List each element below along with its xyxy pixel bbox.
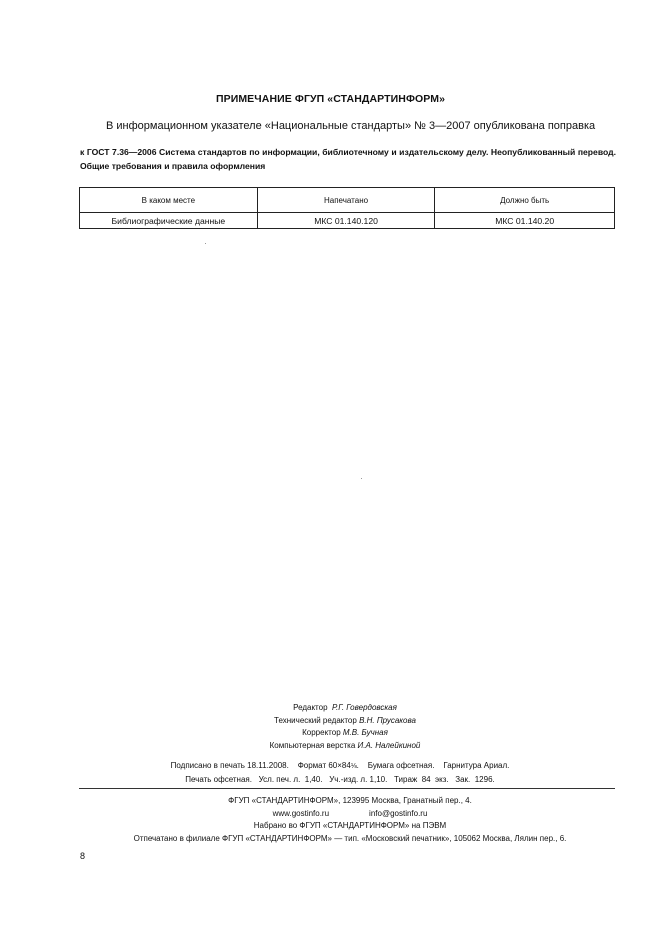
credit-editor: Редактор Р.Г. Говердовская bbox=[293, 703, 397, 712]
publication-info bbox=[120, 760, 560, 786]
footer-divider bbox=[79, 788, 615, 789]
imprint-email: info@gostinfo.ru bbox=[369, 808, 428, 818]
credit-tech-editor: Технический редактор В.Н. Прусакова bbox=[274, 715, 416, 725]
imprint-typeset: Набрано во ФГУП «СТАНДАРТИНФОРМ» на ПЭВМ bbox=[253, 821, 447, 830]
table-row bbox=[80, 213, 615, 229]
scan-speck bbox=[205, 243, 206, 244]
imprint-website: www.gostinfo.ru bbox=[272, 808, 330, 818]
publication-line-1: Подписано в печать 18.11.2008. Формат 60×84⅛. Бумага офсетная. Гарнитура Ариал. bbox=[170, 761, 510, 770]
table-header-cell: В каком месте bbox=[80, 188, 258, 213]
imprint-address: ФГУП «СТАНДАРТИНФОРМ», 123995 Москва, Гранатный пер., 4. bbox=[228, 796, 472, 805]
table-header-cell: Должно быть bbox=[435, 188, 615, 213]
credit-proofreader: Корректор М.В. Бучная bbox=[302, 728, 388, 737]
imprint-printed: Отпечатано в филиале ФГУП «СТАНДАРТИНФОРМ» — тип. «Московский печатник», 105062 Москва, Лялин пер., 6. bbox=[133, 833, 567, 843]
publication-line-2: Печать офсетная. Усл. печ. л. 1,40. Уч.-изд. л. 1,10. Тираж 84 экз. Зак. 1296. bbox=[185, 774, 495, 784]
notice-subject: к ГОСТ 7.36—2006 Система стандартов по информации, библиотечному и издательскому делу. Неопубликованный перевод. Общие требования и правила оформления bbox=[80, 147, 616, 171]
table-cell: МКС 01.140.120 bbox=[257, 213, 435, 229]
table-cell: Библиографические данные bbox=[80, 213, 258, 229]
page-number: 8 bbox=[80, 851, 86, 861]
credit-layout: Компьютерная верстка И.А. Налейкиной bbox=[269, 740, 421, 750]
table-header-row bbox=[80, 188, 615, 213]
correction-table bbox=[79, 187, 615, 229]
imprint-block bbox=[60, 795, 640, 845]
notice-title: ПРИМЕЧАНИЕ ФГУП «СТАНДАРТИНФОРМ» bbox=[215, 93, 446, 105]
scan-speck bbox=[361, 478, 362, 479]
imprint-contacts bbox=[60, 808, 640, 821]
notice-intro: В информационном указателе «Национальные стандарты» № 3—2007 опубликована поправка bbox=[106, 120, 596, 132]
credits-block bbox=[180, 702, 510, 752]
table-cell: МКС 01.140.20 bbox=[435, 213, 615, 229]
table-header-cell: Напечатано bbox=[257, 188, 435, 213]
